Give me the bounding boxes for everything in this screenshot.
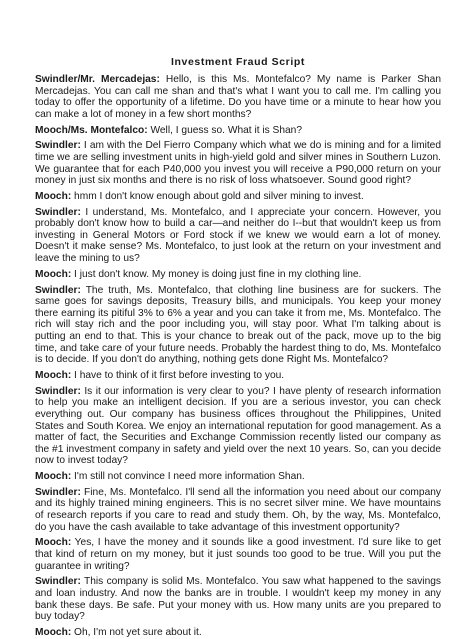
dialogue-text: The truth, Ms. Montefalco, that clothing line business are for suckers. The same goes for savings deposits, Treasury bills, and municipals. You keep your money there earning its pitiful 3% to 6% a year and you can take it from me, Ms. Montefalco. The rich will stay rich and the poor including you, will stay poor. What I'm talking about is putting an end to that. This is your chance to break out of the pack, move up to the big time, and take care of your future needs. Probably the hardest thing to do, Ms. Montefalco is to decide. If you don't do anything, nothing gets done Right Ms. Montefalco? <box>35 284 441 366</box>
dialogue-paragraph <box>35 191 441 203</box>
dialogue-paragraph <box>35 576 441 622</box>
speaker-label: Mooch: <box>35 471 72 483</box>
dialogue-paragraph <box>35 207 441 265</box>
speaker-label: Mooch/Ms. Montefalco: <box>35 124 148 136</box>
dialogue-paragraph <box>35 140 441 186</box>
dialogue-text: hmm I don't know enough about gold and silver mining to invest. <box>71 190 364 202</box>
dialogue-paragraph <box>35 471 441 483</box>
document-title: Investment Fraud Script <box>171 56 305 68</box>
speaker-label: Swindler: <box>35 486 81 498</box>
dialogue-text: I just don't know. My money is doing just fine in my clothing line. <box>71 268 362 280</box>
speaker-label: Mooch: <box>35 190 72 202</box>
dialogue-paragraph <box>35 627 441 639</box>
speaker-label: Swindler: <box>35 576 81 588</box>
speaker-label: Swindler: <box>35 140 81 152</box>
dialogue-paragraph <box>35 487 441 533</box>
dialogue-paragraph <box>35 125 441 137</box>
dialogue-paragraph <box>35 269 441 281</box>
speaker-label: Swindler: <box>35 385 81 397</box>
dialogue-text: Well, I guess so. What it is Shan? <box>147 124 303 136</box>
speaker-label: Swindler/Mr. Mercadejas: <box>35 74 160 85</box>
speaker-label: Mooch: <box>35 268 72 280</box>
dialogue-paragraph <box>35 386 441 467</box>
speaker-label: Swindler: <box>35 206 81 218</box>
dialogue-paragraph <box>35 537 441 572</box>
dialogue-paragraph <box>35 370 441 382</box>
dialogue-text: Yes, I have the money and it sounds like a good investment. I'd sure like to get that kind of return on my money, but it just sounds too good to be true. Will you put the guarantee in writing? <box>35 537 441 572</box>
dialogue-text: Hello, is this Ms. Montefalco? My name is Parker Shan Mercadejas. You can call me shan and that's what I want you to call me. I'm calling you today to offer the opportunity of a lifetime. Do you have time or a minute to hear how you can make a lot of money in a few short months? <box>35 74 441 120</box>
dialogue-text: I understand, Ms. Montefalco, and I appreciate your concern. However, you probably don't know how to build a car—and neither do I--but that wouldn't keep us from investing in General Motors or Ford stock if we knew we would earn a lot of money. Doesn't it make sense? Ms. Montefalco, to just look at the return on your investment and leave the mining to us? <box>35 206 441 265</box>
speaker-label: Mooch: <box>35 537 72 549</box>
speaker-label: Mooch: <box>35 369 72 381</box>
dialogue-text: I am with the Del Fierro Company which what we do is mining and for a limited time we are selling investment units in high-yield gold and silver mines in Southern Luzon. We guarantee that for each P40,000 you invest you will receive a P90,000 return on your money in just six months and there is no risk of loss whatsoever. Sound good right? <box>35 140 441 187</box>
dialogue-paragraph <box>35 74 441 120</box>
dialogue-text: This company is solid Ms. Montefalco. You saw what happened to the savings and loan industry. And now the banks are in trouble. I wouldn't keep my money in any bank these days. Be safe. Put your money with us. How many units are you prepared to buy today? <box>35 576 441 623</box>
dialogue-paragraph <box>35 285 441 366</box>
dialogue-text: I have to think of it first before investing to you. <box>71 369 285 381</box>
dialogue-text: Oh, I'm not yet sure about it. <box>71 626 202 638</box>
dialogue-text: I'm still not convince I need more information Shan. <box>71 471 305 483</box>
speaker-label: Swindler: <box>35 284 81 296</box>
dialogue-text: Is it our information is very clear to you? I have plenty of research information to help you make an intelligent decision. If you are a serious investor, you can check everything out. Our company has business offices throughout the Philippines, United States and South Korea. We enjoy an international reputation for good management. As a matter of fact, the Securities and Exchange Commission recently listed our company as the #1 investment company in safety and yield over the next 10 years. So, can you decide now to invest today? <box>35 385 441 467</box>
speaker-label: Mooch: <box>35 626 72 638</box>
dialogue-text: Fine, Ms. Montefalco. I'll send all the information you need about our company and its highly trained mining engineers. This is no secret silver mine. We have mountains of research reports if you care to read and study them. Oh, by the way, Ms. Montefalco, do you have the cash available to take advantage of this investment opportunity? <box>35 486 441 533</box>
